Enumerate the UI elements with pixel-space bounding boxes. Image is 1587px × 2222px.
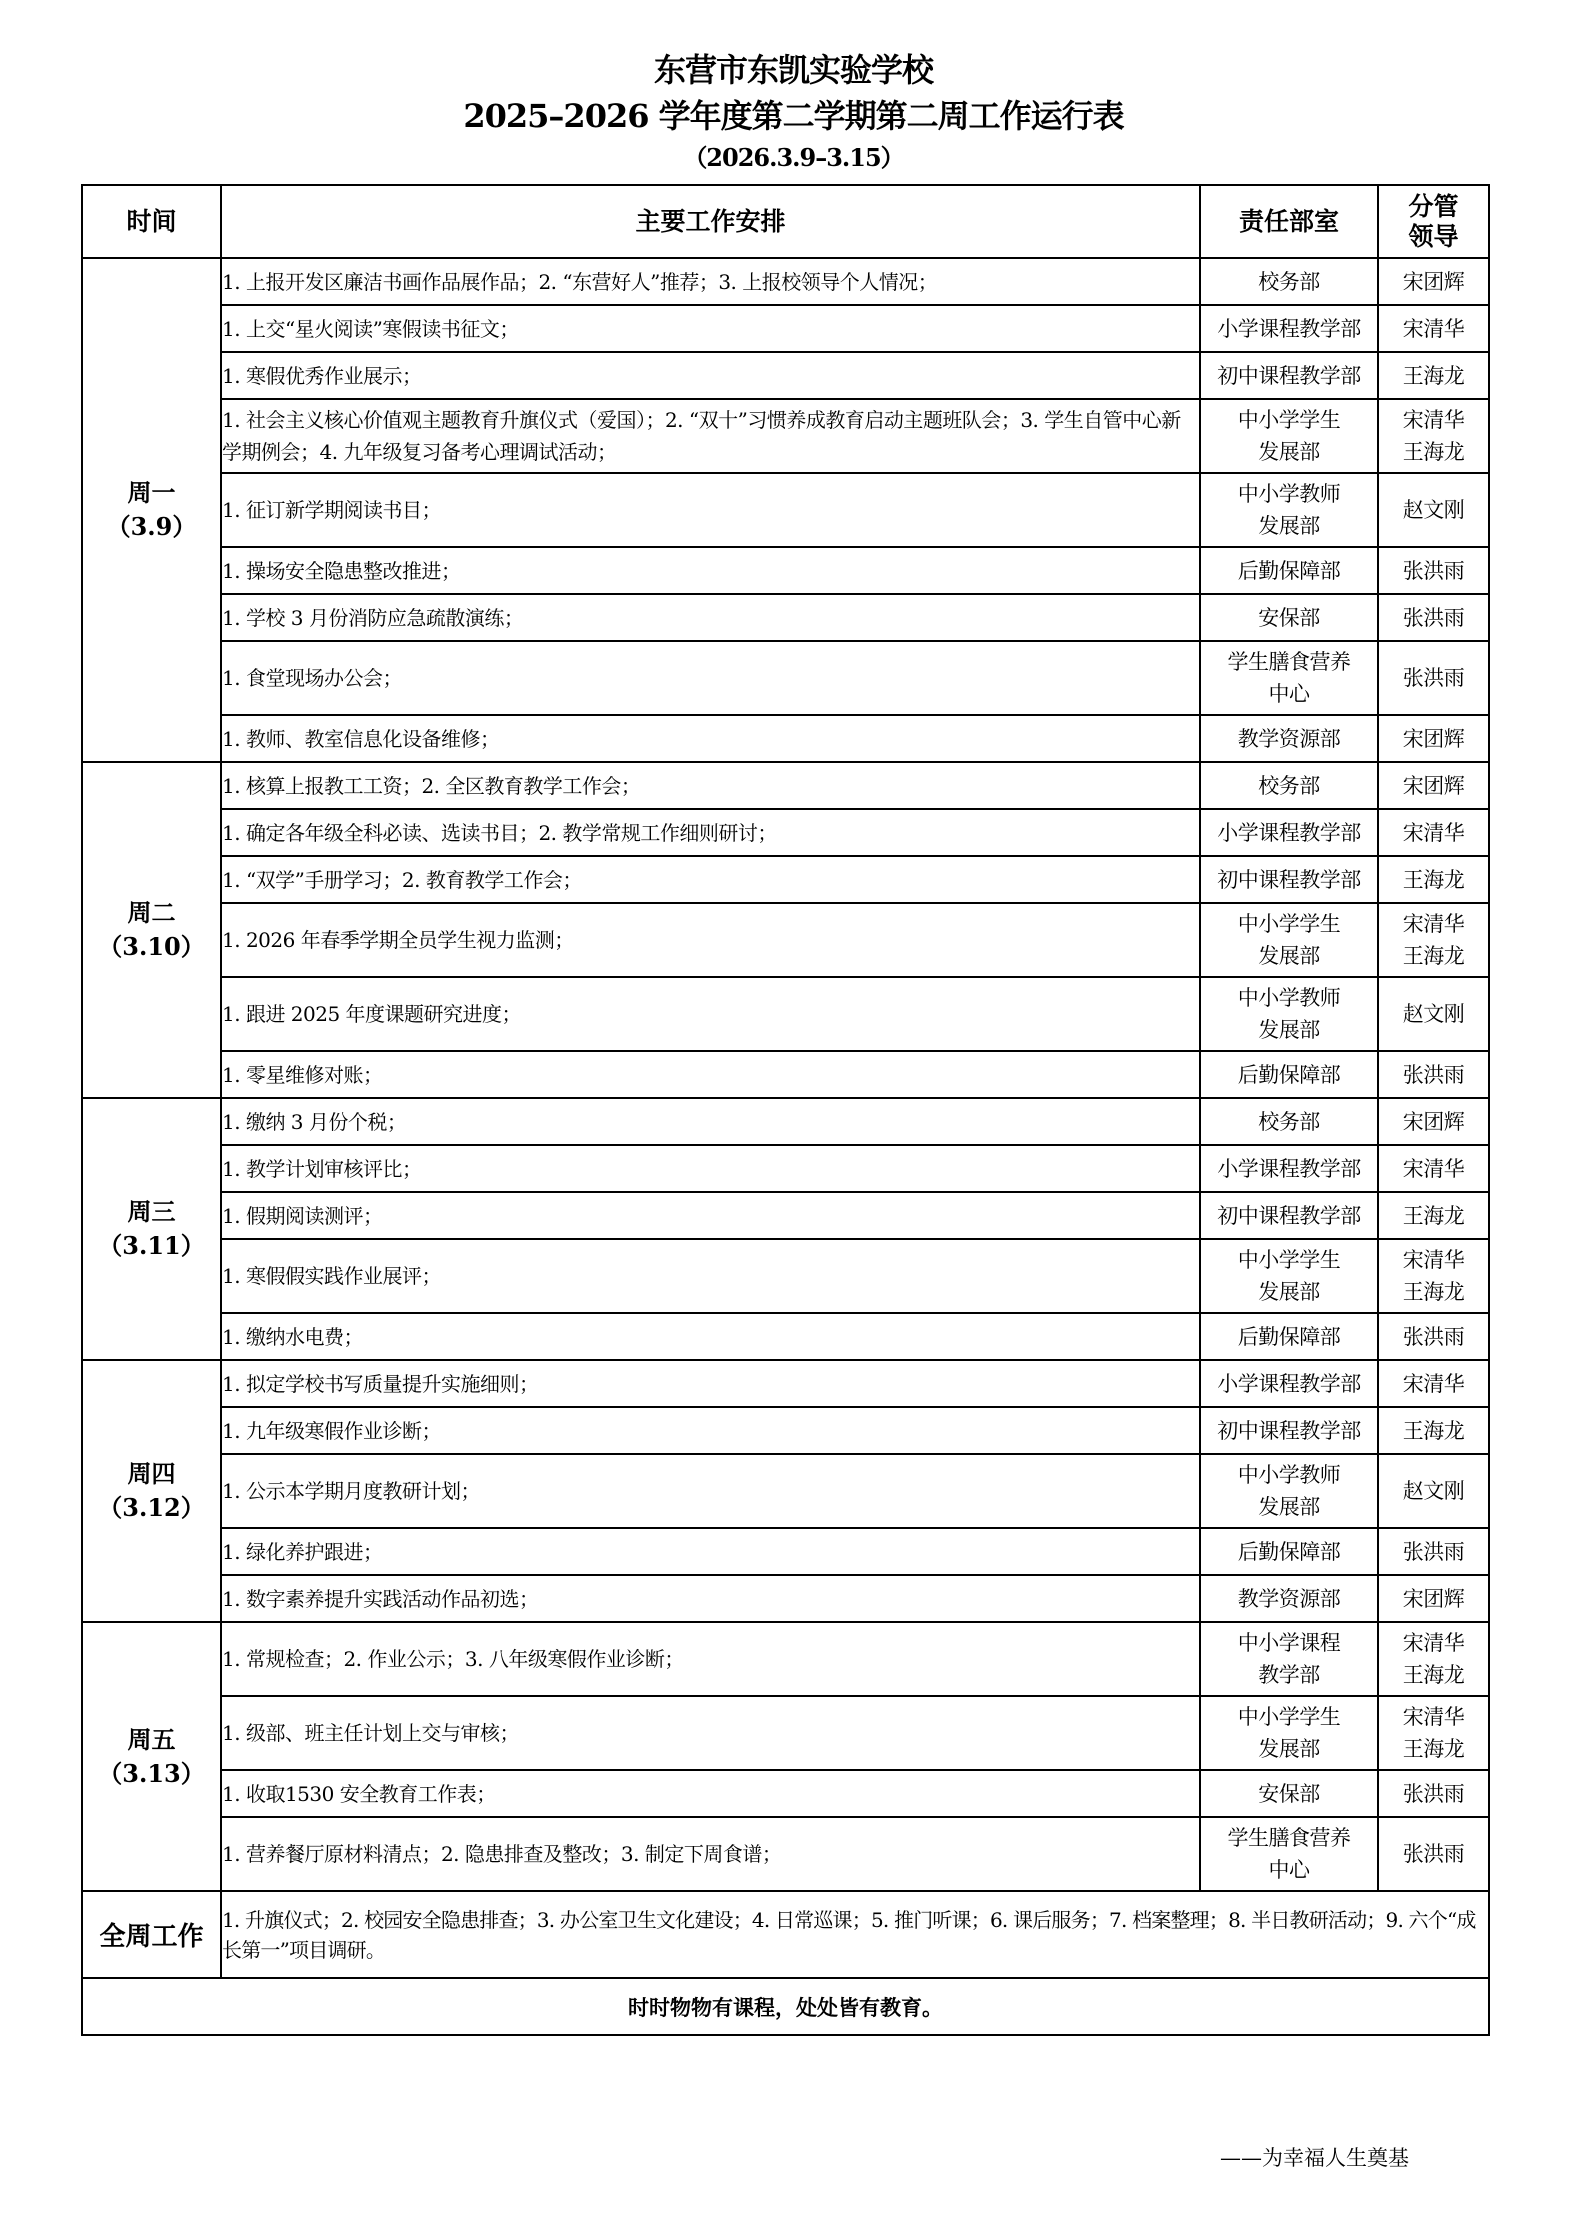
- leader-cell: [1378, 1575, 1489, 1622]
- day-date: （3.9）: [106, 512, 197, 541]
- table-row: [82, 1528, 1489, 1575]
- leader-cell: [1378, 1360, 1489, 1407]
- task-cell: 1. 数字素养提升实践活动作品初选；: [221, 1575, 1200, 1622]
- department-cell: [1200, 399, 1378, 473]
- leader-cell: [1378, 1098, 1489, 1145]
- department-line: 发展部: [1258, 944, 1320, 968]
- header-main-work: 主要工作安排: [221, 185, 1200, 258]
- task-cell: 1. 公示本学期月度教研计划；: [221, 1454, 1200, 1528]
- document-title: 2025–2026 学年度第二学期第二周工作运行表: [463, 97, 1124, 135]
- leader-cell: [1378, 1239, 1489, 1313]
- leader-cell: [1378, 1696, 1489, 1770]
- leader-name: 宋团辉: [1402, 773, 1465, 798]
- department-cell: [1200, 594, 1378, 641]
- leader-name: 张洪雨: [1402, 1842, 1465, 1866]
- department-cell: [1200, 547, 1378, 594]
- table-row: [82, 1817, 1489, 1891]
- day-cell: [82, 762, 221, 1098]
- leader-cell: [1378, 1313, 1489, 1360]
- all-week-text: 1. 升旗仪式；2. 校园安全隐患排查；3. 办公室卫生文化建设；4. 日常巡课；5. 推门听课；6. 课后服务；7. 档案整理；8. 半日教研活动；9. 六个“成长第一”项目调研。: [221, 1891, 1489, 1978]
- task-cell: 1. 教师、教室信息化设备维修；: [221, 715, 1200, 762]
- table-row: [82, 1770, 1489, 1817]
- leader-name: 张洪雨: [1402, 666, 1465, 690]
- day-name: 周四: [127, 1459, 176, 1488]
- leader-cell: [1378, 977, 1489, 1051]
- all-week-row: [82, 1891, 1489, 1978]
- day-cell: [82, 258, 221, 762]
- department-cell: [1200, 1051, 1378, 1098]
- department-line: 小学课程教学部: [1217, 820, 1361, 845]
- leader-name: 宋清华: [1402, 1705, 1465, 1729]
- task-cell: 1. 常规检查；2. 作业公示；3. 八年级寒假作业诊断；: [221, 1622, 1200, 1696]
- leader-name: 王海龙: [1402, 944, 1465, 968]
- department-line: 小学课程教学部: [1217, 1371, 1361, 1396]
- table-row: [82, 1360, 1489, 1407]
- table-row: [82, 305, 1489, 352]
- task-cell: 1. 九年级寒假作业诊断；: [221, 1407, 1200, 1454]
- table-row: [82, 977, 1489, 1051]
- department-line: 初中课程教学部: [1217, 1418, 1361, 1443]
- work-schedule-table: [81, 184, 1490, 2036]
- task-cell: 1. 零星维修对账；: [221, 1051, 1200, 1098]
- task-cell: 1. 上报开发区廉洁书画作品展作品；2. “东营好人”推荐；3. 上报校领导个人情况；: [221, 258, 1200, 305]
- department-line: 后勤保障部: [1237, 1062, 1341, 1087]
- leader-name: 张洪雨: [1402, 605, 1465, 630]
- department-cell: [1200, 1696, 1378, 1770]
- day-name: 周二: [127, 898, 176, 927]
- department-line: 中心: [1268, 1858, 1310, 1882]
- department-cell: [1200, 762, 1378, 809]
- leader-name: 宋清华: [1402, 1156, 1465, 1181]
- table-row: [82, 809, 1489, 856]
- table-row: [82, 762, 1489, 809]
- task-cell: 1. 缴纳 3 月份个税；: [221, 1098, 1200, 1145]
- task-cell: 1. 缴纳水电费；: [221, 1313, 1200, 1360]
- department-line: 中小学教师: [1237, 986, 1341, 1010]
- table-row: [82, 1239, 1489, 1313]
- table-row: [82, 1622, 1489, 1696]
- task-cell: 1. 核算上报教工工资；2. 全区教育教学工作会；: [221, 762, 1200, 809]
- department-line: 小学课程教学部: [1217, 1156, 1361, 1181]
- department-line: 中小学课程: [1237, 1631, 1341, 1655]
- leader-cell: [1378, 305, 1489, 352]
- task-cell: 1. 上交“星火阅读”寒假读书征文；: [221, 305, 1200, 352]
- department-line: 后勤保障部: [1237, 1539, 1341, 1564]
- task-cell: 1. 征订新学期阅读书目；: [221, 473, 1200, 547]
- task-cell: 1. 寒假优秀作业展示；: [221, 352, 1200, 399]
- department-cell: [1200, 1770, 1378, 1817]
- table-row: [82, 1407, 1489, 1454]
- table-row: [82, 1454, 1489, 1528]
- department-cell: [1200, 1239, 1378, 1313]
- table-row: [82, 352, 1489, 399]
- leader-name: 宋清华: [1402, 820, 1465, 845]
- leader-name: 王海龙: [1402, 363, 1465, 388]
- task-cell: 1. 拟定学校书写质量提升实施细则；: [221, 1360, 1200, 1407]
- day-date: （3.11）: [98, 1231, 205, 1260]
- date-range: （2026.3.9–3.15）: [683, 143, 904, 172]
- department-cell: [1200, 305, 1378, 352]
- department-line: 中小学教师: [1237, 482, 1341, 506]
- leader-cell: [1378, 1145, 1489, 1192]
- motto-row: [82, 1978, 1489, 2035]
- leader-name: 赵文刚: [1402, 1479, 1465, 1503]
- table-row: [82, 1696, 1489, 1770]
- leader-name: 张洪雨: [1402, 558, 1465, 583]
- department-cell: [1200, 1313, 1378, 1360]
- leader-name: 宋团辉: [1402, 726, 1465, 751]
- department-line: 中小学学生: [1237, 1705, 1341, 1729]
- table-row: [82, 547, 1489, 594]
- day-name: 周三: [127, 1197, 176, 1226]
- leader-name: 王海龙: [1402, 1737, 1465, 1761]
- leader-name: 张洪雨: [1402, 1781, 1465, 1806]
- leader-cell: [1378, 1051, 1489, 1098]
- department-line: 后勤保障部: [1237, 558, 1341, 583]
- department-line: 校务部: [1258, 269, 1320, 294]
- department-line: 中心: [1268, 682, 1310, 706]
- leader-cell: [1378, 594, 1489, 641]
- table-row: [82, 258, 1489, 305]
- department-line: 发展部: [1258, 1737, 1320, 1761]
- all-week-label: 全周工作: [82, 1891, 221, 1978]
- table-header-row: [82, 185, 1489, 258]
- task-cell: 1. 教学计划审核评比；: [221, 1145, 1200, 1192]
- table-row: [82, 641, 1489, 715]
- department-line: 安保部: [1258, 605, 1320, 630]
- table-row: [82, 399, 1489, 473]
- task-cell: 1. 营养餐厅原材料清点；2. 隐患排查及整改；3. 制定下周食谱；: [221, 1817, 1200, 1891]
- department-line: 教学部: [1258, 1663, 1320, 1687]
- department-line: 初中课程教学部: [1217, 363, 1361, 388]
- department-line: 发展部: [1258, 440, 1320, 464]
- department-line: 安保部: [1258, 1781, 1320, 1806]
- task-cell: 1. 确定各年级全科必读、选读书目；2. 教学常规工作细则研讨；: [221, 809, 1200, 856]
- leader-name: 王海龙: [1402, 1280, 1465, 1304]
- department-line: 中小学教师: [1237, 1463, 1341, 1487]
- task-cell: 1. 寒假假实践作业展评；: [221, 1239, 1200, 1313]
- department-cell: [1200, 258, 1378, 305]
- day-cell: [82, 1098, 221, 1360]
- table-row: [82, 594, 1489, 641]
- leader-name: 宋清华: [1402, 1631, 1465, 1655]
- department-cell: [1200, 473, 1378, 547]
- task-cell: 1. 绿化养护跟进；: [221, 1528, 1200, 1575]
- task-cell: 1. 操场安全隐患整改推进；: [221, 547, 1200, 594]
- leader-cell: [1378, 473, 1489, 547]
- department-cell: [1200, 1454, 1378, 1528]
- task-cell: 1. 食堂现场办公会；: [221, 641, 1200, 715]
- department-cell: [1200, 715, 1378, 762]
- leader-name: 宋清华: [1402, 1248, 1465, 1272]
- leader-name: 张洪雨: [1402, 1062, 1465, 1087]
- day-name: 周一: [127, 478, 176, 507]
- header-time: 时间: [82, 185, 221, 258]
- header-leader-line1: 分管: [1408, 191, 1459, 221]
- table-row: [82, 1575, 1489, 1622]
- table-row: [82, 1098, 1489, 1145]
- leader-cell: [1378, 1770, 1489, 1817]
- department-cell: [1200, 1098, 1378, 1145]
- department-line: 学生膳食营养: [1227, 650, 1351, 674]
- leader-name: 宋清华: [1402, 408, 1465, 432]
- department-cell: [1200, 1145, 1378, 1192]
- header-leader: [1378, 185, 1489, 258]
- table-row: [82, 903, 1489, 977]
- leader-cell: [1378, 1817, 1489, 1891]
- leader-cell: [1378, 856, 1489, 903]
- leader-name: 赵文刚: [1402, 498, 1465, 522]
- schedule-body: [82, 258, 1489, 2035]
- department-cell: [1200, 1817, 1378, 1891]
- task-cell: 1. 级部、班主任计划上交与审核；: [221, 1696, 1200, 1770]
- table-row: [82, 1145, 1489, 1192]
- leader-name: 宋清华: [1402, 316, 1465, 341]
- department-cell: [1200, 1407, 1378, 1454]
- task-cell: 1. 跟进 2025 年度课题研究进度；: [221, 977, 1200, 1051]
- task-cell: 1. 假期阅读测评；: [221, 1192, 1200, 1239]
- department-cell: [1200, 1575, 1378, 1622]
- leader-name: 王海龙: [1402, 440, 1465, 464]
- department-line: 初中课程教学部: [1217, 867, 1361, 892]
- department-cell: [1200, 1528, 1378, 1575]
- department-line: 初中课程教学部: [1217, 1203, 1361, 1228]
- department-cell: [1200, 1622, 1378, 1696]
- leader-cell: [1378, 809, 1489, 856]
- leader-cell: [1378, 352, 1489, 399]
- leader-name: 王海龙: [1402, 1203, 1465, 1228]
- header-department: 责任部室: [1200, 185, 1378, 258]
- leader-name: 张洪雨: [1402, 1324, 1465, 1349]
- department-line: 中小学学生: [1237, 1248, 1341, 1272]
- task-cell: 1. 学校 3 月份消防应急疏散演练；: [221, 594, 1200, 641]
- department-cell: [1200, 1360, 1378, 1407]
- leader-cell: [1378, 762, 1489, 809]
- leader-cell: [1378, 399, 1489, 473]
- table-row: [82, 715, 1489, 762]
- department-line: 教学资源部: [1237, 1586, 1341, 1611]
- department-line: 后勤保障部: [1237, 1324, 1341, 1349]
- day-date: （3.10）: [98, 932, 205, 961]
- department-line: 学生膳食营养: [1227, 1826, 1351, 1850]
- day-cell: [82, 1622, 221, 1891]
- department-line: 教学资源部: [1237, 726, 1341, 751]
- leader-cell: [1378, 258, 1489, 305]
- leader-name: 宋团辉: [1402, 269, 1465, 294]
- leader-name: 张洪雨: [1402, 1539, 1465, 1564]
- day-date: （3.12）: [98, 1493, 205, 1522]
- task-cell: 1. “双学”手册学习；2. 教育教学工作会；: [221, 856, 1200, 903]
- department-line: 中小学学生: [1237, 912, 1341, 936]
- leader-cell: [1378, 1407, 1489, 1454]
- leader-cell: [1378, 1454, 1489, 1528]
- table-row: [82, 1051, 1489, 1098]
- department-cell: [1200, 641, 1378, 715]
- department-line: 发展部: [1258, 1495, 1320, 1519]
- leader-name: 宋团辉: [1402, 1586, 1465, 1611]
- leader-cell: [1378, 1192, 1489, 1239]
- leader-name: 宋清华: [1402, 1371, 1465, 1396]
- day-name: 周五: [127, 1724, 176, 1754]
- task-cell: 1. 2026 年春季学期全员学生视力监测；: [221, 903, 1200, 977]
- leader-cell: [1378, 715, 1489, 762]
- motto: 时时物物有课程，处处皆有教育。: [82, 1978, 1489, 2035]
- table-row: [82, 1192, 1489, 1239]
- department-cell: [1200, 903, 1378, 977]
- department-cell: [1200, 977, 1378, 1051]
- day-cell: [82, 1360, 221, 1622]
- department-cell: [1200, 809, 1378, 856]
- table-row: [82, 856, 1489, 903]
- department-line: 发展部: [1258, 514, 1320, 538]
- department-line: 校务部: [1258, 773, 1320, 798]
- leader-name: 王海龙: [1402, 1418, 1465, 1443]
- department-line: 小学课程教学部: [1217, 316, 1361, 341]
- department-line: 中小学学生: [1237, 408, 1341, 432]
- department-cell: [1200, 1192, 1378, 1239]
- leader-name: 王海龙: [1402, 1663, 1465, 1687]
- department-cell: [1200, 352, 1378, 399]
- leader-name: 宋团辉: [1402, 1109, 1465, 1134]
- table-row: [82, 473, 1489, 547]
- leader-cell: [1378, 1528, 1489, 1575]
- day-date: （3.13）: [98, 1758, 205, 1788]
- table-row: [82, 1313, 1489, 1360]
- leader-name: 王海龙: [1402, 867, 1465, 892]
- department-line: 发展部: [1258, 1280, 1320, 1304]
- leader-cell: [1378, 1622, 1489, 1696]
- school-name: 东营市东凯实验学校: [653, 51, 933, 89]
- leader-name: 赵文刚: [1402, 1002, 1465, 1026]
- department-line: 校务部: [1258, 1109, 1320, 1134]
- leader-cell: [1378, 641, 1489, 715]
- leader-cell: [1378, 547, 1489, 594]
- leader-name: 宋清华: [1402, 912, 1465, 936]
- department-cell: [1200, 856, 1378, 903]
- leader-cell: [1378, 903, 1489, 977]
- footer-slogan: ——为幸福人生奠基: [1220, 2146, 1409, 2170]
- task-cell: 1. 社会主义核心价值观主题教育升旗仪式（爱国）；2. “双十”习惯养成教育启动主题班队会；3. 学生自管中心新学期例会；4. 九年级复习备考心理调试活动；: [221, 399, 1200, 473]
- header-leader-line2: 领导: [1408, 221, 1459, 251]
- department-line: 发展部: [1258, 1018, 1320, 1042]
- task-cell: 1. 收取1530 安全教育工作表；: [221, 1770, 1200, 1817]
